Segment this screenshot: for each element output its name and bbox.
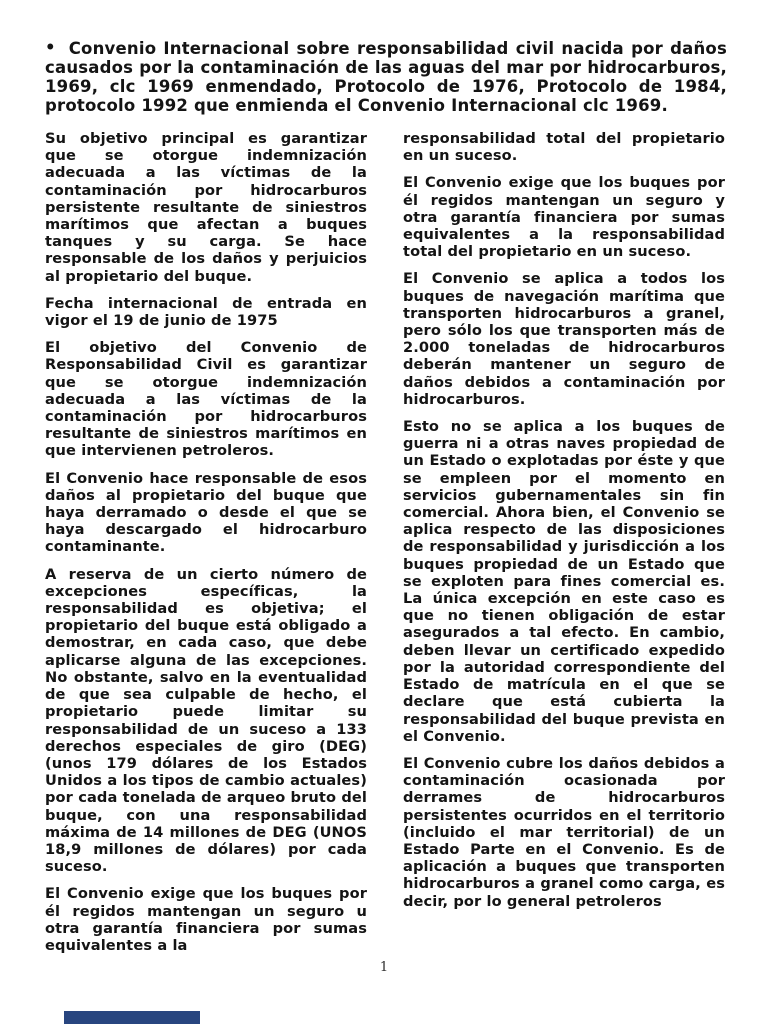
paragraph: Su objetivo principal es garantizar que se otorgue indemnización adecuada a las víctimas de la contaminación por hidrocarburos persistente resultante de siniestros marítimos que afectan a buques tanques y su carga. Se hace responsable de los daños y perjuicios al propietario del buque. [45, 130, 367, 285]
paragraph: Esto no se aplica a los buques de guerra ni a otras naves propiedad de un Estado o explotadas por éste y que se empleen por el momento en servicios gubernamentales sin fin comercial. Ahora bien, el Convenio se aplica respecto de las disposiciones de responsabilidad y jurisdicción a los buques propiedad de un Estado que se exploten para fines comercial es. La única excepción en este caso es que no tienen obligación de estar asegurados a tal efecto. En cambio, deben llevar un certificado expedido por la autoridad correspondiente del Estado de matrícula en el que se declare que está cubierta la responsabilidad del buque prevista en el Convenio. [403, 418, 725, 745]
paragraph: El Convenio hace responsable de esos daños al propietario del buque que haya derramado o desde el que se haya descargado el hidrocarburo contaminante. [45, 469, 367, 556]
paragraph: El Convenio exige que los buques por él regidos mantengan un seguro u otra garantía financiera por sumas equivalentes a la [45, 885, 367, 954]
two-column-layout [45, 130, 727, 954]
document-body [45, 39, 727, 954]
paragraph: El objetivo del Convenio de Responsabilidad Civil es garantizar que se otorgue indemnización adecuada a las víctimas de la contaminación por hidrocarburos resultante de siniestros marítimos en que intervienen petroleros. [45, 339, 367, 460]
paragraph: A reserva de un cierto número de excepciones específicas, la responsabilidad es objetiva; el propietario del buque está obligado a demostrar, en cada caso, que debe aplicarse alguna de las excepciones. No obstante, salvo en la eventualidad de que sea culpable de hecho, el propietario puede limitar su responsabilidad de un suceso a 133 derechos especiales de giro (DEG) (unos 179 dólares de los Estados Unidos a los tipos de cambio actuales) por cada tonelada de arqueo bruto del buque, con una responsabilidad máxima de 14 millones de DEG (UNOS 18,9 millones de dólares) por cada suceso. [45, 565, 367, 876]
bottom-bar [64, 1011, 200, 1024]
bullet-marker: • [45, 38, 56, 57]
page-number: 1 [379, 960, 389, 975]
paragraph: El Convenio cubre los daños debidos a contaminación ocasionada por derrames de hidrocarburos persistentes ocurridos en el territorio (incluido el mar territorial) de un Estado Parte en el Convenio. Es de aplicación a buques que transporten hidrocarburos a granel como carga, es decir, por lo general petroleros [403, 754, 725, 910]
document-title [45, 39, 727, 115]
right-column [403, 130, 725, 954]
left-column [45, 130, 367, 954]
paragraph: El Convenio se aplica a todos los buques de navegación marítima que transporten hidrocarburos a granel, pero sólo los que transporten más de 2.000 toneladas de hidrocarburos deberán mantener un seguro de daños debidos a contaminación por hidrocarburos. [403, 270, 725, 408]
paragraph: responsabilidad total del propietario en un suceso. [403, 130, 725, 165]
document-title-text: Convenio Internacional sobre responsabilidad civil nacida por daños causados por la contaminación de las aguas del mar por hidrocarburos, 1969, clc 1969 enmendado, Protocolo de 1976, Protocolo de 1984, protocolo 1992 que enmienda el Convenio Internacional clc 1969. [45, 39, 727, 115]
paragraph: El Convenio exige que los buques por él regidos mantengan un seguro y otra garantía financiera por sumas equivalentes a la responsabilidad total del propietario en un suceso. [403, 174, 725, 261]
paragraph: Fecha internacional de entrada en vigor el 19 de junio de 1975 [45, 294, 367, 330]
